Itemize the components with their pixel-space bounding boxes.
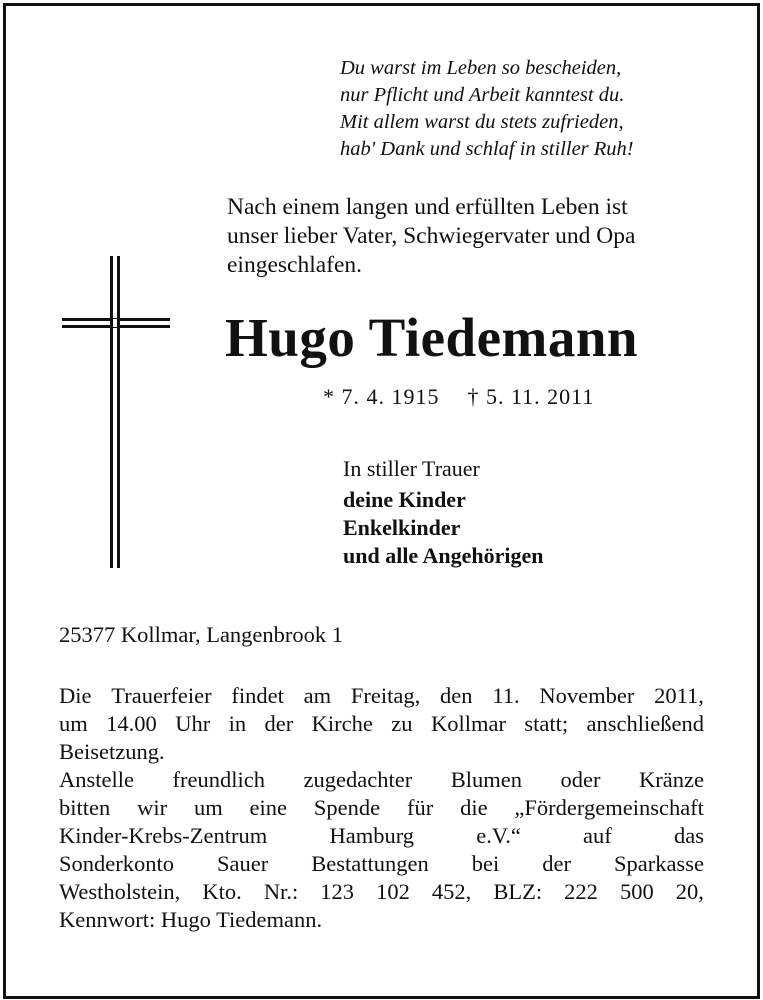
word: anschließend [586,711,704,736]
word: in [228,711,247,736]
donation-line [59,822,704,850]
word: um [59,711,88,736]
word: bei [471,851,500,876]
word: e.V.“ [476,823,521,848]
word: freundlich [172,767,265,792]
word: der [542,851,571,876]
word: Die [59,683,92,708]
word: wir [137,795,168,820]
death-date: † 5. 11. 2011 [467,384,595,409]
word: am [303,683,332,708]
word: 222 [564,879,598,904]
deceased-name: Hugo Tiedemann [225,307,639,368]
service-line: Beisetzung. [59,739,165,764]
word: der [264,711,294,736]
word: den [440,683,473,708]
word: statt; [524,711,569,736]
service-details [59,682,704,934]
mourner-line: deine Kinder [343,487,466,512]
word: 20, [675,879,704,904]
word: eine [249,795,288,820]
word: 452, [431,879,472,904]
word: November [539,683,635,708]
donation-line: Kennwort: Hugo Tiedemann. [59,907,323,932]
word: bitten [59,795,111,820]
word: Sparkasse [613,851,704,876]
cross-icon [62,256,170,568]
word: zu [391,711,413,736]
mourners-block [343,455,723,570]
poem-line: Mit allem warst du stets zufrieden, [340,111,624,133]
word: 102 [376,879,410,904]
word: 14.00 [106,711,157,736]
service-line [59,682,704,710]
poem-line: Du warst im Leben so bescheiden, [340,57,622,79]
word: Anstelle [59,767,134,792]
intro-line: eingeschlafen. [227,252,363,278]
word: Sonderkonto [59,851,174,876]
word: Blumen [450,767,522,792]
word: zugedachter [303,767,413,792]
word: 123 [320,879,355,904]
donation-line [59,878,704,906]
word: Uhr [175,711,211,736]
word: oder [560,767,601,792]
intro-line: Nach einem langen und erfüllten Leben ist [227,194,628,220]
service-line [59,710,704,738]
word: „Fördergemeinschaft [514,795,704,820]
word: Kollmar [430,711,506,736]
word: Kirche [311,711,373,736]
word: Kränze [639,767,704,792]
word: Kto. [202,879,242,904]
word: die [460,795,488,820]
donation-line [59,766,704,794]
birth-date: * 7. 4. 1915 [323,384,440,409]
word: 2011, [654,683,704,708]
word: Kinder-Krebs-Zentrum [59,823,268,848]
word: Spende [313,795,381,820]
word: Freitag, [350,683,421,708]
word: findet [231,683,284,708]
word: auf [583,823,612,848]
poem-line: hab' Dank und schlaf in stiller Ruh! [340,138,634,160]
mourner-line: Enkelkinder [343,515,461,540]
poem [340,55,720,163]
donation-line [59,794,704,822]
donation-line [59,850,704,878]
intro-line: unser lieber Vater, Schwiegervater und Opa [227,223,636,249]
word: Trauerfeier [111,683,212,708]
mourning-lead: In stiller Trauer [343,456,480,481]
word: Westholstein, [59,879,181,904]
word: Nr.: [263,879,299,904]
word: das [674,823,704,848]
word: um [193,795,223,820]
word: Sauer [217,851,269,876]
word: BLZ: [493,879,543,904]
word: 500 [619,879,654,904]
family-address: 25377 Kollmar, Langenbrook 1 [59,622,344,647]
word: 11. [492,683,520,708]
word: Hamburg [329,823,415,848]
life-dates [323,384,594,410]
poem-line: nur Pflicht und Arbeit kanntest du. [340,84,625,106]
word: für [406,795,434,820]
intro-text [227,193,727,280]
word: Bestattungen [311,851,429,876]
mourner-line: und alle Angehörigen [343,543,544,568]
